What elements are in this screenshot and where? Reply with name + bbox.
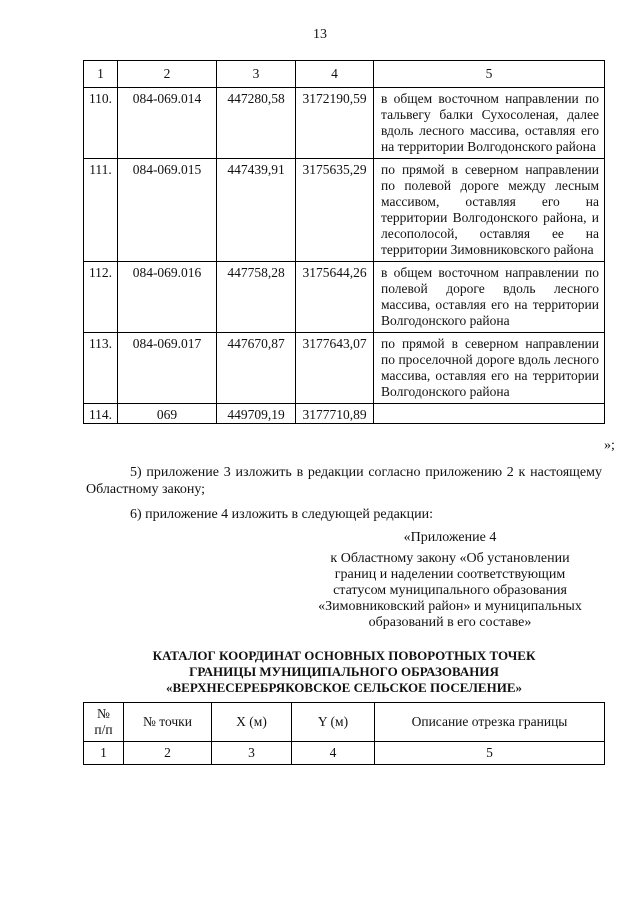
- table-row: [84, 88, 605, 159]
- row-number: 110.: [84, 88, 118, 159]
- point-id: 084-069.014: [118, 88, 217, 159]
- row-number: 114.: [84, 404, 118, 424]
- table-row: [84, 262, 605, 333]
- appendix-line: границ и наделении соответствующим: [334, 567, 566, 582]
- row-number: 111.: [84, 159, 118, 262]
- column-number: 3: [217, 61, 296, 88]
- header-description: Описание отрезка границы: [375, 703, 605, 742]
- column-number: 5: [374, 61, 605, 88]
- table-row: [84, 159, 605, 262]
- header-row-index: [84, 703, 124, 742]
- heading-line: ГРАНИЦЫ МУНИЦИПАЛЬНОГО ОБРАЗОВАНИЯ: [189, 664, 499, 679]
- x-coordinate: 447758,28: [217, 262, 296, 333]
- appendix-title: «Приложение 4: [403, 530, 497, 545]
- y-coordinate: 3175644,26: [296, 262, 374, 333]
- point-id: 069: [118, 404, 217, 424]
- closing-quote: »;: [604, 438, 615, 453]
- page-number: 13: [313, 27, 327, 42]
- segment-description: в общем восточном направлении по тальвегу балки Сухосоленая, далее вдоль лесного массива, оставляя его на территории Волгодонского района: [374, 88, 605, 159]
- column-number: 2: [124, 742, 212, 765]
- heading-line: «ВЕРХНЕСЕРЕБРЯКОВСКОЕ СЕЛЬСКОЕ ПОСЕЛЕНИЕ»: [165, 680, 522, 695]
- column-number: 4: [292, 742, 375, 765]
- point-id: 084-069.017: [118, 333, 217, 404]
- heading-line: КАТАЛОГ КООРДИНАТ ОСНОВНЫХ ПОВОРОТНЫХ ТОЧЕК: [152, 648, 536, 663]
- segment-description: [374, 404, 605, 424]
- table-header-row: [84, 61, 605, 88]
- segment-description: по прямой в северном направлении по полевой дороге между лесным массивом, оставляя его на территории Волгодонского района, и лесополосой, оставляя ее на территории Зимовниковского района: [374, 159, 605, 262]
- point-id: 084-069.015: [118, 159, 217, 262]
- appendix-line: «Зимовниковский район» и муниципальных: [318, 599, 582, 614]
- segment-description: в общем восточном направлении по полевой дороге вдоль лесного массива, оставляя его на территории Волгодонского района: [374, 262, 605, 333]
- header-x: X (м): [212, 703, 292, 742]
- column-number: 5: [375, 742, 605, 765]
- paragraph-item-5: 5) приложение 3 изложить в редакции согласно приложению 2 к настоящему Областному закону;: [86, 465, 602, 497]
- x-coordinate: 447439,91: [217, 159, 296, 262]
- table-row: [84, 404, 605, 424]
- x-coordinate: 447280,58: [217, 88, 296, 159]
- header-point-number: № точки: [124, 703, 212, 742]
- x-coordinate: 449709,19: [217, 404, 296, 424]
- catalog-heading: [86, 648, 602, 696]
- y-coordinate: 3175635,29: [296, 159, 374, 262]
- table-numbering-row: [84, 742, 605, 765]
- column-number: 4: [296, 61, 374, 88]
- segment-description: по прямой в северном направлении по проселочной дороге вдоль лесного массива, оставляя его на территории Волгодонского района: [374, 333, 605, 404]
- header-y: Y (м): [292, 703, 375, 742]
- coordinates-catalog-table: [83, 702, 605, 765]
- paragraph-item-6: 6) приложение 4 изложить в следующей редакции:: [130, 507, 433, 522]
- table-header-row: [84, 703, 605, 742]
- table-row: [84, 333, 605, 404]
- row-number: 113.: [84, 333, 118, 404]
- header-label: №: [97, 706, 110, 721]
- y-coordinate: 3177710,89: [296, 404, 374, 424]
- column-number: 1: [84, 61, 118, 88]
- y-coordinate: 3177643,07: [296, 333, 374, 404]
- column-number: 3: [212, 742, 292, 765]
- x-coordinate: 447670,87: [217, 333, 296, 404]
- appendix-line: образований в его составе»: [368, 615, 532, 630]
- appendix-line: к Областному закону «Об установлении: [330, 551, 570, 566]
- coordinates-table-continued: [83, 60, 605, 424]
- appendix-line: статусом муниципального образования: [333, 583, 567, 598]
- appendix-reference: [298, 551, 602, 631]
- row-number: 112.: [84, 262, 118, 333]
- point-id: 084-069.016: [118, 262, 217, 333]
- header-label: п/п: [94, 722, 113, 737]
- column-number: 2: [118, 61, 217, 88]
- column-number: 1: [84, 742, 124, 765]
- y-coordinate: 3172190,59: [296, 88, 374, 159]
